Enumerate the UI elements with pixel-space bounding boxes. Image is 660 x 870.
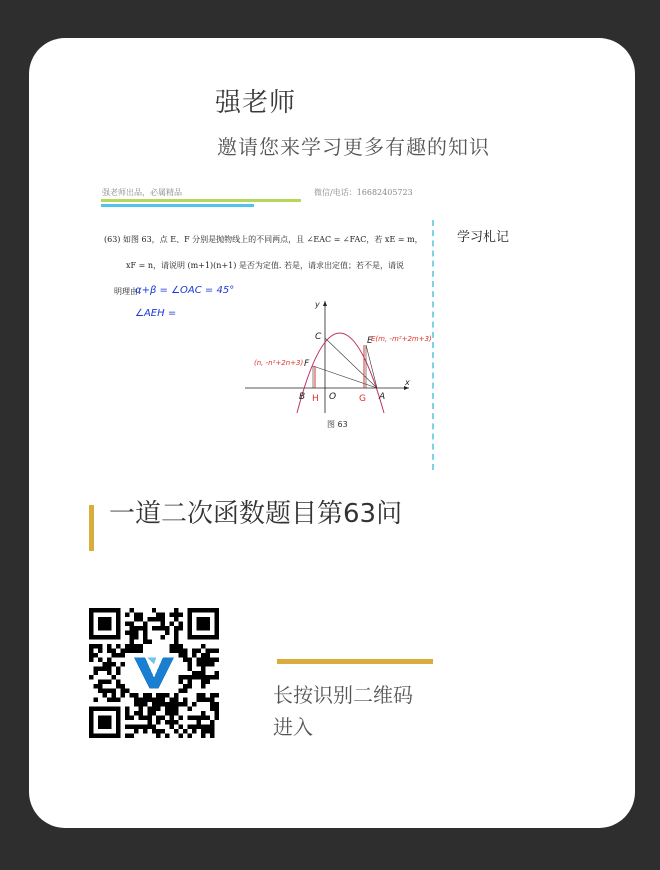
invite-text: 邀请您来学习更多有趣的知识 <box>217 135 490 159</box>
share-card <box>29 38 635 828</box>
qr-prompt-line-2: 进入 <box>273 715 313 739</box>
problem-line-3: 明理由. <box>114 287 141 296</box>
problem-line-2: xF = n，请说明 (m+1)(n+1) 是否为定值. 若是，请求出定值；若不是，请说 <box>126 261 404 270</box>
teacher-name: 强老师 <box>215 88 297 118</box>
label-b: B <box>299 392 306 402</box>
qr-center-logo <box>132 655 177 691</box>
qr-code[interactable] <box>89 608 219 738</box>
lesson-title: 一道二次函数题目第63问 <box>109 499 403 529</box>
qr-finder-top-right <box>188 608 219 639</box>
green-rule <box>101 199 301 202</box>
label-f: F <box>304 359 310 369</box>
handwriting-line-1: α+β = ∠OAC = 45° <box>135 285 235 296</box>
qr-finder-bottom-left <box>89 707 120 738</box>
annotation-e: E(m, -m²+2m+3) <box>371 335 432 343</box>
label-g: G <box>359 394 366 404</box>
figure-caption: 图 63 <box>327 420 348 429</box>
qr-prompt-line-1: 长按识别二维码 <box>273 683 413 707</box>
y-axis-arrow <box>323 301 327 306</box>
qr-accent-line <box>277 659 433 664</box>
label-h: H <box>312 394 319 404</box>
label-e: E <box>367 336 373 346</box>
problem-line-1: (63) 如图 63，点 E、F 分别是抛物线上的不同两点，且 ∠EAC = ∠FAC，若 xE = m， <box>104 235 423 244</box>
qr-finder-top-left <box>89 608 120 639</box>
qr-prompt <box>273 679 473 743</box>
annotation-f: (n, -n²+2n+3) <box>254 359 304 367</box>
parabola-figure <box>239 293 469 433</box>
label-c: C <box>315 332 322 342</box>
segment-fa <box>313 366 377 388</box>
doc-header <box>99 183 439 207</box>
label-y: y <box>315 300 320 309</box>
label-a: A <box>379 392 386 402</box>
title-accent-bar <box>89 505 94 551</box>
label-x: x <box>405 378 410 387</box>
blue-rule <box>101 204 254 207</box>
doc-header-left: 强老师出品，必属精品 <box>102 188 182 197</box>
doc-header-right: 微信/电话：16682405723 <box>314 188 413 197</box>
notes-label: 学习札记 <box>457 230 510 245</box>
handwriting-line-2: ∠AEH = <box>135 308 177 319</box>
label-o: O <box>329 392 337 402</box>
segment-ea <box>366 345 377 388</box>
